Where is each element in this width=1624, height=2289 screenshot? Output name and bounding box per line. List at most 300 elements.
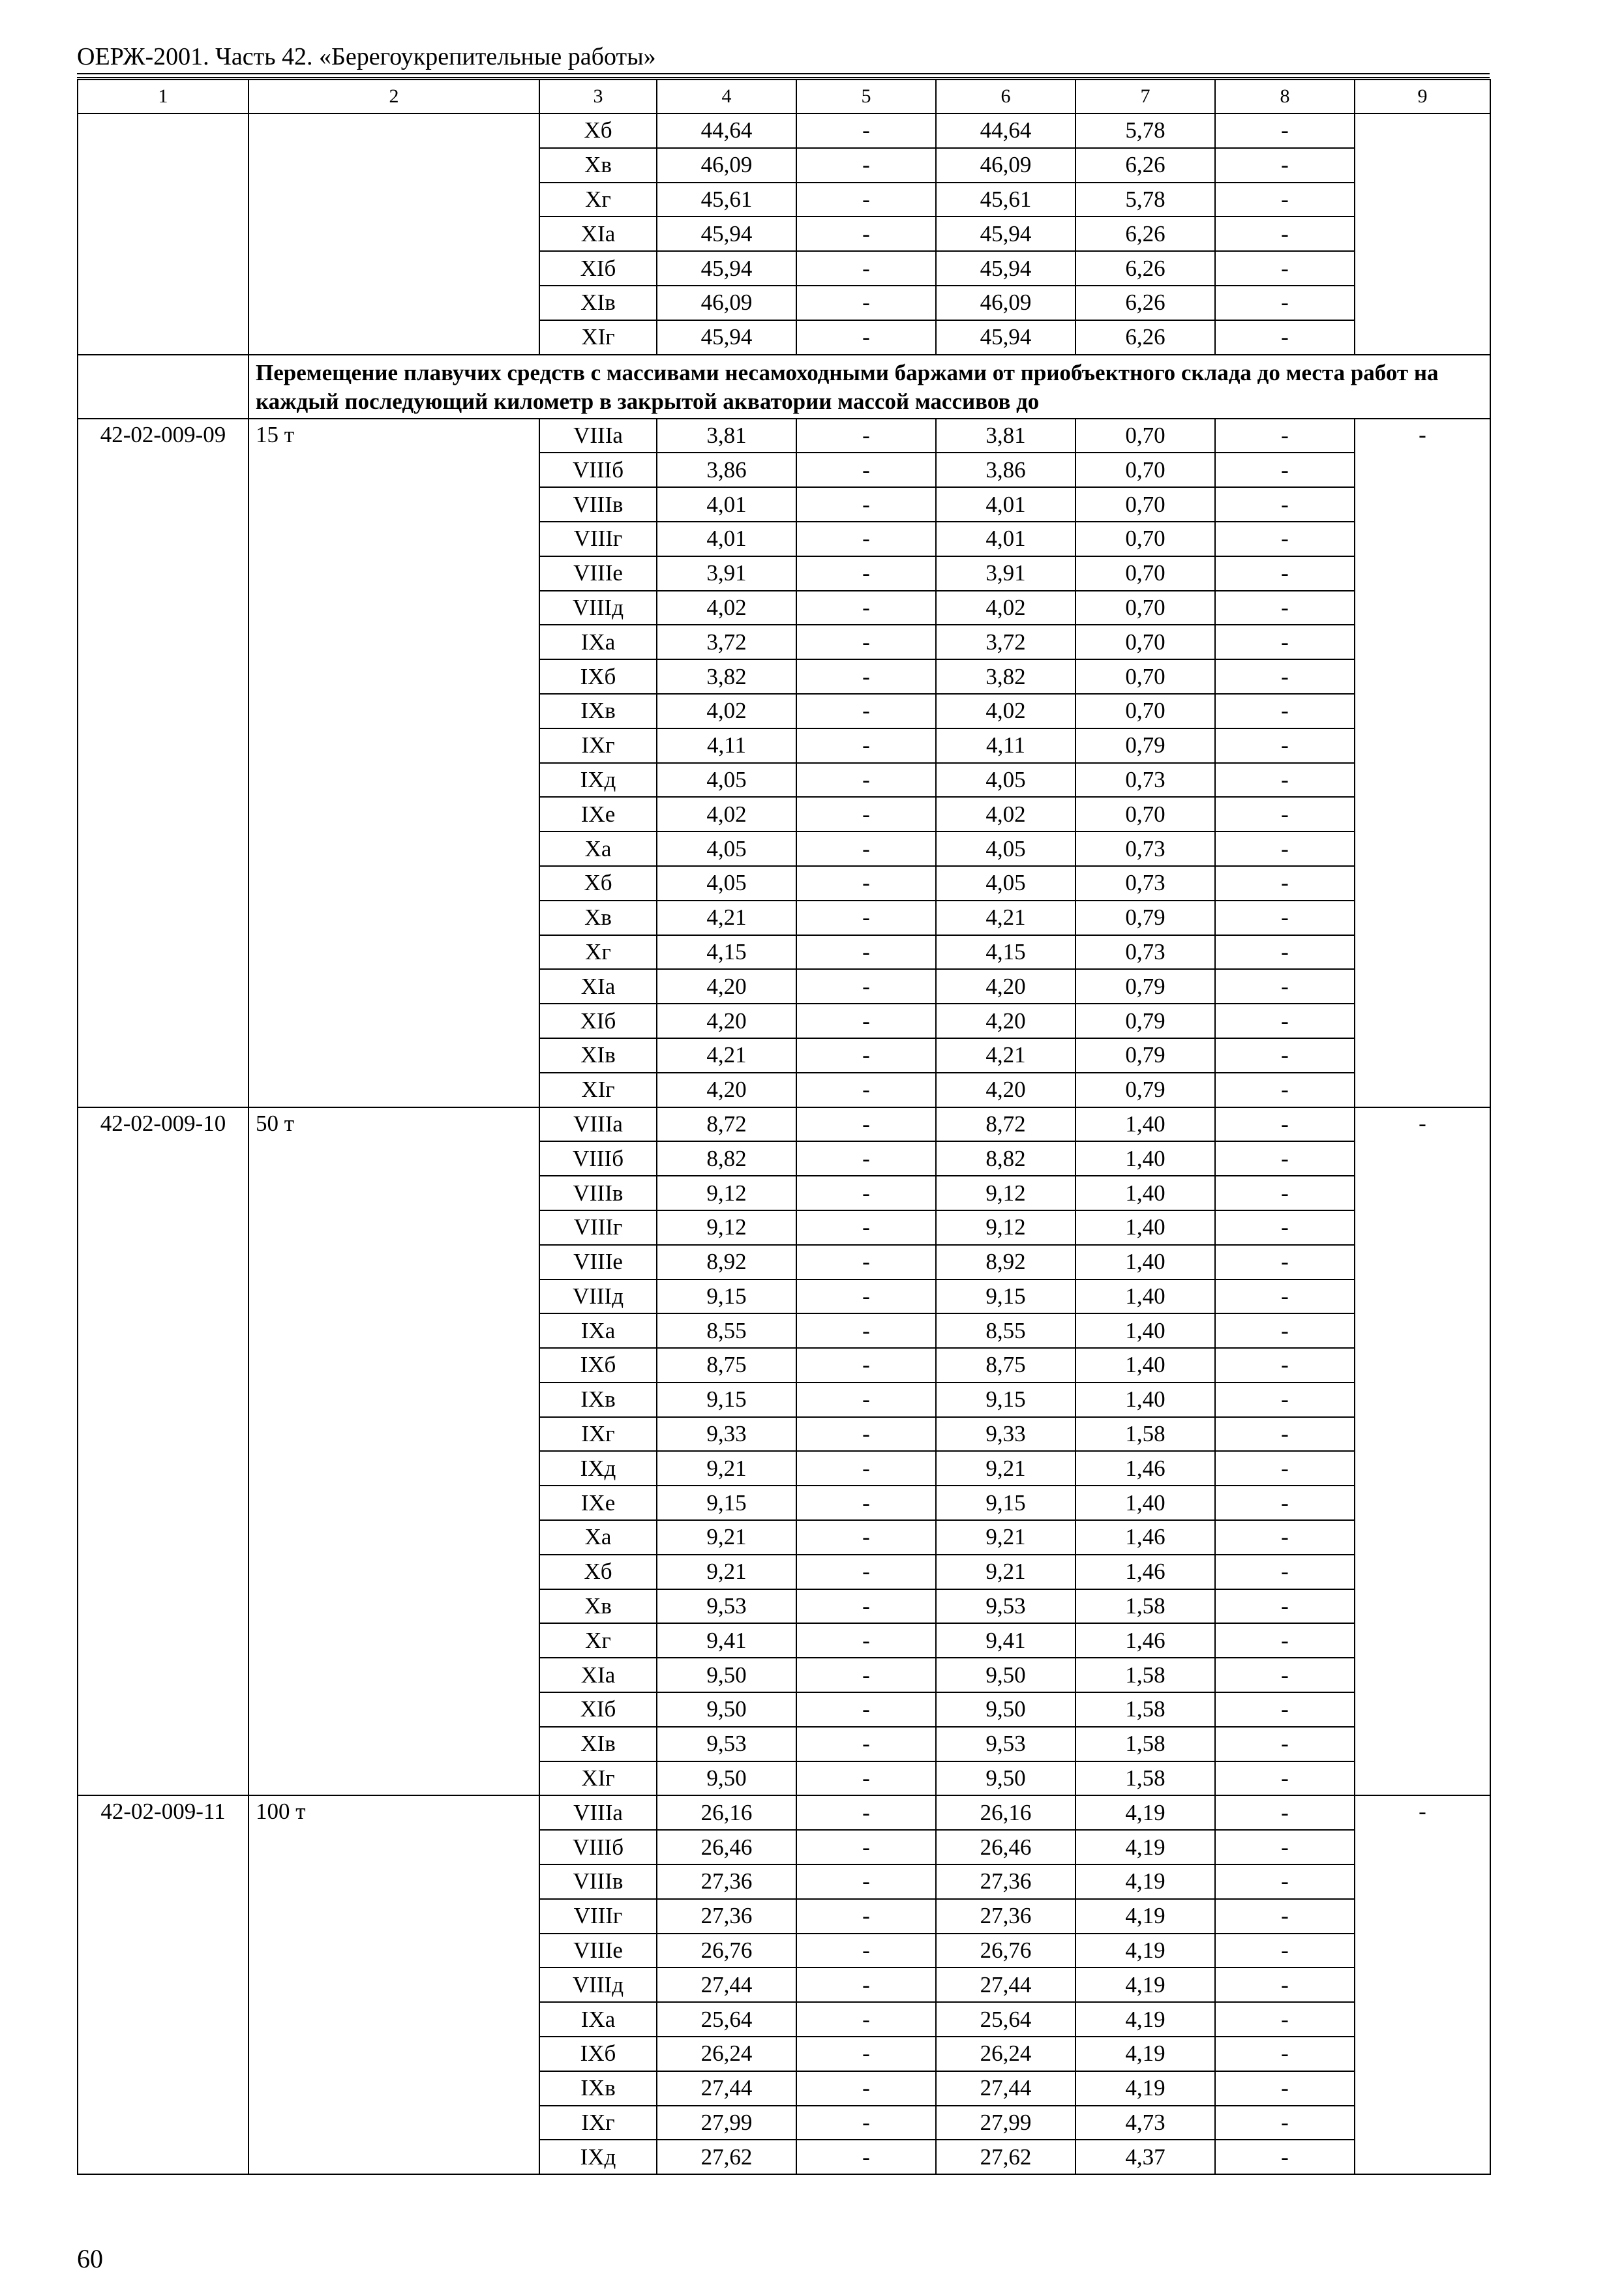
- value-cell: 9,33: [936, 1417, 1075, 1452]
- value-cell: 8,72: [936, 1107, 1075, 1142]
- group-cell: IХг: [539, 728, 657, 763]
- value-cell: 26,46: [936, 1830, 1075, 1864]
- value-cell: -: [1215, 1692, 1355, 1727]
- group-cell: VIIIг: [539, 522, 657, 556]
- group-cell: ХIв: [539, 286, 657, 320]
- group-cell: VIIIв: [539, 1864, 657, 1899]
- value-cell: 9,15: [657, 1383, 796, 1417]
- col9-value: -: [1355, 1107, 1490, 1796]
- value-cell: 45,94: [657, 251, 796, 286]
- value-cell: -: [1215, 969, 1355, 1004]
- value-cell: 4,37: [1075, 2140, 1215, 2174]
- value-cell: -: [1215, 1313, 1355, 1348]
- value-cell: -: [796, 2002, 936, 2037]
- value-cell: 27,99: [936, 2106, 1075, 2140]
- value-cell: -: [796, 1313, 936, 1348]
- value-cell: 0,73: [1075, 763, 1215, 798]
- column-number: 8: [1215, 80, 1355, 113]
- value-cell: 4,11: [936, 728, 1075, 763]
- value-cell: 8,82: [936, 1141, 1075, 1176]
- group-cell: Хг: [539, 183, 657, 217]
- value-cell: -: [796, 1383, 936, 1417]
- group-cell: IХе: [539, 1486, 657, 1520]
- value-cell: -: [796, 320, 936, 355]
- value-cell: 4,73: [1075, 2106, 1215, 2140]
- value-cell: 1,40: [1075, 1107, 1215, 1142]
- header-rule-bottom: [77, 77, 1490, 78]
- group-cell: IХг: [539, 1417, 657, 1452]
- group-cell: VIIIе: [539, 556, 657, 591]
- value-cell: 27,36: [657, 1864, 796, 1899]
- value-cell: 1,40: [1075, 1348, 1215, 1383]
- value-cell: -: [1215, 556, 1355, 591]
- value-cell: 4,19: [1075, 1795, 1215, 1830]
- value-cell: 8,55: [936, 1313, 1075, 1348]
- value-cell: -: [1215, 2071, 1355, 2106]
- value-cell: -: [796, 1486, 936, 1520]
- value-cell: 25,64: [657, 2002, 796, 2037]
- group-cell: Хг: [539, 935, 657, 970]
- column-number: 4: [657, 80, 796, 113]
- value-cell: -: [1215, 763, 1355, 798]
- group-cell: VIIIб: [539, 1830, 657, 1864]
- group-cell: VIIIг: [539, 1899, 657, 1934]
- value-cell: 3,86: [657, 453, 796, 487]
- value-cell: 4,20: [657, 1004, 796, 1038]
- value-cell: 46,09: [657, 148, 796, 183]
- value-cell: 4,05: [936, 763, 1075, 798]
- value-cell: -: [796, 1038, 936, 1073]
- value-cell: 9,12: [657, 1210, 796, 1245]
- value-cell: -: [796, 1623, 936, 1658]
- value-cell: 27,62: [657, 2140, 796, 2174]
- value-cell: -: [1215, 113, 1355, 148]
- value-cell: -: [1215, 1348, 1355, 1383]
- value-cell: 45,94: [936, 217, 1075, 251]
- value-cell: -: [1215, 1795, 1355, 1830]
- value-cell: -: [1215, 1279, 1355, 1314]
- value-cell: 1,40: [1075, 1210, 1215, 1245]
- header-rule-top: [77, 73, 1490, 74]
- table-row: [78, 113, 1490, 148]
- group-cell: IХд: [539, 2140, 657, 2174]
- value-cell: -: [1215, 1004, 1355, 1038]
- value-cell: 4,21: [657, 1038, 796, 1073]
- value-cell: -: [796, 251, 936, 286]
- value-cell: -: [1215, 591, 1355, 625]
- value-cell: 4,20: [657, 969, 796, 1004]
- value-cell: -: [1215, 831, 1355, 866]
- group-cell: IХб: [539, 2037, 657, 2071]
- col9-cell-empty: [1355, 113, 1490, 355]
- value-cell: 4,21: [936, 901, 1075, 935]
- value-cell: 9,15: [936, 1486, 1075, 1520]
- value-cell: 44,64: [657, 113, 796, 148]
- value-cell: -: [1215, 1934, 1355, 1968]
- value-cell: -: [796, 1107, 936, 1142]
- value-cell: 9,21: [657, 1520, 796, 1555]
- value-cell: 4,20: [936, 1073, 1075, 1107]
- value-cell: 0,70: [1075, 453, 1215, 487]
- group-cell: IХа: [539, 2002, 657, 2037]
- value-cell: -: [796, 217, 936, 251]
- value-cell: 4,19: [1075, 2071, 1215, 2106]
- value-cell: 1,58: [1075, 1692, 1215, 1727]
- value-cell: 8,75: [657, 1348, 796, 1383]
- column-number: 7: [1075, 80, 1215, 113]
- value-cell: -: [796, 1176, 936, 1210]
- value-cell: -: [1215, 625, 1355, 659]
- value-cell: 0,70: [1075, 556, 1215, 591]
- value-cell: 1,40: [1075, 1313, 1215, 1348]
- value-cell: -: [796, 1658, 936, 1692]
- value-cell: 8,55: [657, 1313, 796, 1348]
- value-cell: 27,62: [936, 2140, 1075, 2174]
- group-cell: ХIб: [539, 1692, 657, 1727]
- value-cell: 4,01: [657, 487, 796, 522]
- value-cell: -: [796, 1210, 936, 1245]
- value-cell: -: [1215, 1073, 1355, 1107]
- value-cell: -: [796, 1141, 936, 1176]
- value-cell: -: [796, 1830, 936, 1864]
- value-cell: 3,81: [936, 419, 1075, 453]
- value-cell: 46,09: [657, 286, 796, 320]
- value-cell: 4,02: [936, 694, 1075, 728]
- value-cell: -: [796, 113, 936, 148]
- value-cell: -: [1215, 522, 1355, 556]
- group-cell: ХIг: [539, 1761, 657, 1796]
- value-cell: -: [1215, 1176, 1355, 1210]
- value-cell: 46,09: [936, 286, 1075, 320]
- value-cell: 0,70: [1075, 694, 1215, 728]
- value-cell: -: [1215, 728, 1355, 763]
- value-cell: -: [796, 1761, 936, 1796]
- group-cell: ХIв: [539, 1038, 657, 1073]
- group-cell: ХIб: [539, 251, 657, 286]
- column-number: 1: [78, 80, 248, 113]
- value-cell: -: [796, 1348, 936, 1383]
- value-cell: 4,11: [657, 728, 796, 763]
- value-cell: -: [1215, 286, 1355, 320]
- value-cell: -: [796, 694, 936, 728]
- value-cell: 5,78: [1075, 183, 1215, 217]
- group-cell: VIIIв: [539, 1176, 657, 1210]
- value-cell: 1,40: [1075, 1176, 1215, 1210]
- value-cell: 4,01: [657, 522, 796, 556]
- group-cell: VIIIа: [539, 419, 657, 453]
- group-cell: IХа: [539, 1313, 657, 1348]
- value-cell: 45,61: [936, 183, 1075, 217]
- value-cell: 4,05: [657, 831, 796, 866]
- value-cell: 9,15: [936, 1383, 1075, 1417]
- value-cell: 27,36: [936, 1864, 1075, 1899]
- group-cell: ХIа: [539, 969, 657, 1004]
- value-cell: 3,82: [936, 659, 1075, 694]
- value-cell: -: [796, 1245, 936, 1279]
- name-cell-empty: [248, 113, 539, 355]
- value-cell: -: [1215, 2106, 1355, 2140]
- value-cell: 4,21: [936, 1038, 1075, 1073]
- column-number: 2: [248, 80, 539, 113]
- table-row: [78, 1795, 1490, 1830]
- value-cell: 9,41: [936, 1623, 1075, 1658]
- group-cell: VIIIд: [539, 591, 657, 625]
- value-cell: -: [1215, 251, 1355, 286]
- value-cell: -: [1215, 694, 1355, 728]
- column-number: 3: [539, 80, 657, 113]
- value-cell: -: [1215, 1520, 1355, 1555]
- value-cell: -: [796, 1864, 936, 1899]
- group-cell: Хв: [539, 148, 657, 183]
- value-cell: 27,44: [936, 2071, 1075, 2106]
- value-cell: -: [796, 901, 936, 935]
- column-number: 6: [936, 80, 1075, 113]
- rate-name: 50 т: [248, 1107, 539, 1796]
- value-cell: 4,15: [936, 935, 1075, 970]
- rate-code: 42-02-009-09: [78, 419, 248, 1107]
- value-cell: -: [1215, 1245, 1355, 1279]
- value-cell: 1,58: [1075, 1727, 1215, 1761]
- value-cell: -: [796, 2037, 936, 2071]
- value-cell: 4,05: [657, 763, 796, 798]
- value-cell: -: [1215, 1589, 1355, 1624]
- value-cell: 4,20: [657, 1073, 796, 1107]
- column-number-row: [78, 80, 1490, 113]
- value-cell: 9,21: [657, 1555, 796, 1589]
- value-cell: -: [1215, 2037, 1355, 2071]
- group-cell: Ха: [539, 831, 657, 866]
- value-cell: 9,53: [657, 1589, 796, 1624]
- page-header-title: ОЕРЖ-2001. Часть 42. «Берегоукрепительные работы»: [77, 43, 656, 70]
- value-cell: 9,12: [936, 1176, 1075, 1210]
- value-cell: -: [1215, 419, 1355, 453]
- rate-name: 15 т: [248, 419, 539, 1107]
- value-cell: 4,19: [1075, 1830, 1215, 1864]
- group-cell: VIIIа: [539, 1107, 657, 1142]
- value-cell: 0,70: [1075, 625, 1215, 659]
- group-cell: VIIIе: [539, 1245, 657, 1279]
- value-cell: 27,99: [657, 2106, 796, 2140]
- value-cell: 0,79: [1075, 901, 1215, 935]
- value-cell: -: [796, 969, 936, 1004]
- group-cell: VIIIг: [539, 1210, 657, 1245]
- group-cell: VIIIб: [539, 453, 657, 487]
- rate-code: 42-02-009-10: [78, 1107, 248, 1796]
- value-cell: -: [1215, 1141, 1355, 1176]
- value-cell: 26,24: [657, 2037, 796, 2071]
- value-cell: -: [1215, 217, 1355, 251]
- value-cell: 1,40: [1075, 1279, 1215, 1314]
- value-cell: 0,70: [1075, 797, 1215, 831]
- value-cell: -: [1215, 1486, 1355, 1520]
- value-cell: -: [796, 659, 936, 694]
- value-cell: -: [1215, 1658, 1355, 1692]
- value-cell: 9,21: [936, 1555, 1075, 1589]
- value-cell: -: [796, 625, 936, 659]
- value-cell: 3,91: [936, 556, 1075, 591]
- value-cell: -: [1215, 797, 1355, 831]
- value-cell: 26,76: [657, 1934, 796, 1968]
- section-title-row: [78, 355, 1490, 419]
- value-cell: 4,02: [936, 797, 1075, 831]
- group-cell: ХIа: [539, 1658, 657, 1692]
- value-cell: 26,76: [936, 1934, 1075, 1968]
- value-cell: 0,70: [1075, 487, 1215, 522]
- value-cell: -: [796, 1555, 936, 1589]
- value-cell: 4,02: [936, 591, 1075, 625]
- value-cell: 4,15: [657, 935, 796, 970]
- value-cell: 9,15: [657, 1279, 796, 1314]
- page-number: 60: [77, 2244, 103, 2273]
- value-cell: 0,70: [1075, 591, 1215, 625]
- value-cell: 4,20: [936, 1004, 1075, 1038]
- value-cell: -: [796, 286, 936, 320]
- value-cell: 8,82: [657, 1141, 796, 1176]
- value-cell: 26,16: [936, 1795, 1075, 1830]
- group-cell: ХIв: [539, 1727, 657, 1761]
- rates-table: [77, 79, 1491, 2175]
- group-cell: IХв: [539, 694, 657, 728]
- value-cell: 0,73: [1075, 866, 1215, 901]
- value-cell: -: [796, 487, 936, 522]
- value-cell: 3,91: [657, 556, 796, 591]
- value-cell: 4,20: [936, 969, 1075, 1004]
- value-cell: -: [796, 935, 936, 970]
- value-cell: -: [796, 1451, 936, 1486]
- value-cell: 6,26: [1075, 148, 1215, 183]
- value-cell: 26,16: [657, 1795, 796, 1830]
- value-cell: -: [796, 522, 936, 556]
- value-cell: 6,26: [1075, 286, 1215, 320]
- value-cell: 27,36: [657, 1899, 796, 1934]
- value-cell: 9,50: [657, 1692, 796, 1727]
- value-cell: 9,21: [936, 1451, 1075, 1486]
- value-cell: 1,46: [1075, 1555, 1215, 1589]
- value-cell: 1,58: [1075, 1589, 1215, 1624]
- value-cell: -: [796, 763, 936, 798]
- col9-value: -: [1355, 419, 1490, 1107]
- value-cell: -: [1215, 1210, 1355, 1245]
- value-cell: 0,79: [1075, 1004, 1215, 1038]
- value-cell: -: [1215, 659, 1355, 694]
- value-cell: 27,36: [936, 1899, 1075, 1934]
- value-cell: 4,19: [1075, 1899, 1215, 1934]
- value-cell: -: [1215, 320, 1355, 355]
- value-cell: -: [1215, 1417, 1355, 1452]
- value-cell: 4,05: [936, 866, 1075, 901]
- value-cell: 4,02: [657, 591, 796, 625]
- value-cell: 9,50: [936, 1658, 1075, 1692]
- group-cell: IХа: [539, 625, 657, 659]
- value-cell: 45,61: [657, 183, 796, 217]
- value-cell: 3,82: [657, 659, 796, 694]
- value-cell: -: [1215, 453, 1355, 487]
- value-cell: -: [796, 1417, 936, 1452]
- section-title: Перемещение плавучих средств с массивами несамоходными баржами от приобъектного склада до места работ на каждый последующий километр в закрытой акватории массой массивов до: [248, 355, 1490, 419]
- value-cell: -: [796, 183, 936, 217]
- value-cell: 1,58: [1075, 1417, 1215, 1452]
- group-cell: ХIб: [539, 1004, 657, 1038]
- value-cell: 4,19: [1075, 2002, 1215, 2037]
- value-cell: -: [1215, 1107, 1355, 1142]
- value-cell: -: [796, 556, 936, 591]
- group-cell: IХе: [539, 797, 657, 831]
- value-cell: 45,94: [936, 251, 1075, 286]
- value-cell: -: [1215, 1761, 1355, 1796]
- value-cell: -: [1215, 2002, 1355, 2037]
- value-cell: -: [796, 1795, 936, 1830]
- value-cell: 1,40: [1075, 1383, 1215, 1417]
- value-cell: -: [796, 728, 936, 763]
- value-cell: 9,15: [936, 1279, 1075, 1314]
- value-cell: 5,78: [1075, 113, 1215, 148]
- value-cell: 4,19: [1075, 1864, 1215, 1899]
- value-cell: -: [796, 797, 936, 831]
- value-cell: 0,70: [1075, 659, 1215, 694]
- group-cell: Хб: [539, 866, 657, 901]
- value-cell: 3,72: [936, 625, 1075, 659]
- value-cell: -: [1215, 935, 1355, 970]
- value-cell: -: [1215, 1830, 1355, 1864]
- value-cell: 4,01: [936, 522, 1075, 556]
- value-cell: 4,21: [657, 901, 796, 935]
- value-cell: 1,58: [1075, 1761, 1215, 1796]
- rate-code: 42-02-009-11: [78, 1795, 248, 2174]
- value-cell: 4,02: [657, 797, 796, 831]
- value-cell: 9,12: [936, 1210, 1075, 1245]
- value-cell: -: [796, 419, 936, 453]
- group-cell: IХд: [539, 1451, 657, 1486]
- value-cell: 6,26: [1075, 217, 1215, 251]
- value-cell: 9,21: [936, 1520, 1075, 1555]
- value-cell: 45,94: [657, 320, 796, 355]
- group-cell: IХв: [539, 1383, 657, 1417]
- value-cell: -: [796, 1967, 936, 2002]
- value-cell: 8,92: [936, 1245, 1075, 1279]
- value-cell: 3,86: [936, 453, 1075, 487]
- group-cell: ХIа: [539, 217, 657, 251]
- rate-name: 100 т: [248, 1795, 539, 2174]
- value-cell: 3,81: [657, 419, 796, 453]
- group-cell: ХIг: [539, 1073, 657, 1107]
- value-cell: 26,46: [657, 1830, 796, 1864]
- value-cell: 4,05: [657, 866, 796, 901]
- value-cell: 27,44: [657, 2071, 796, 2106]
- value-cell: 9,50: [657, 1658, 796, 1692]
- value-cell: 44,64: [936, 113, 1075, 148]
- value-cell: -: [1215, 148, 1355, 183]
- value-cell: 0,70: [1075, 419, 1215, 453]
- value-cell: 3,72: [657, 625, 796, 659]
- value-cell: 9,53: [936, 1589, 1075, 1624]
- value-cell: -: [796, 1692, 936, 1727]
- value-cell: -: [1215, 866, 1355, 901]
- value-cell: 0,79: [1075, 728, 1215, 763]
- value-cell: -: [1215, 183, 1355, 217]
- value-cell: 9,33: [657, 1417, 796, 1452]
- value-cell: -: [1215, 1451, 1355, 1486]
- group-cell: VIIIб: [539, 1141, 657, 1176]
- value-cell: 4,19: [1075, 2037, 1215, 2071]
- value-cell: -: [796, 1934, 936, 1968]
- value-cell: -: [1215, 1727, 1355, 1761]
- value-cell: 9,15: [657, 1486, 796, 1520]
- value-cell: -: [796, 1004, 936, 1038]
- value-cell: 26,24: [936, 2037, 1075, 2071]
- value-cell: -: [796, 1073, 936, 1107]
- value-cell: -: [1215, 1555, 1355, 1589]
- value-cell: 9,41: [657, 1623, 796, 1658]
